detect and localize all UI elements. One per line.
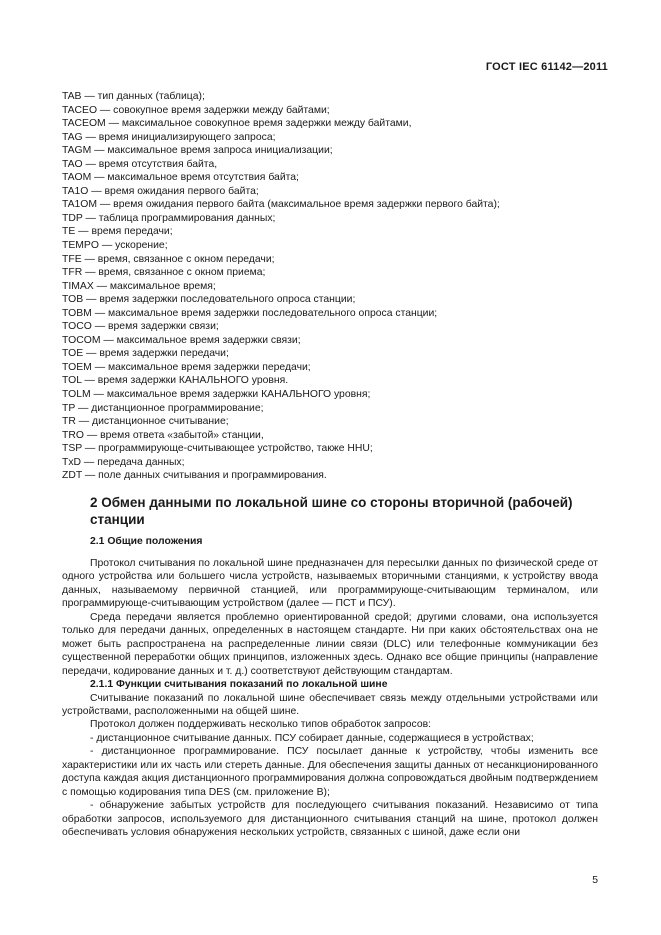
list-item: - дистанционное считывание данных. ПСУ собирает данные, содержащиеся в устройствах; — [90, 732, 534, 744]
page-number: 5 — [592, 875, 598, 886]
abbreviation-item: TIMAX — максимальное время; — [62, 280, 216, 292]
abbreviation-item: TRO — время ответа «забытой» станции, — [62, 429, 264, 441]
abbreviation-item: TAB — тип данных (таблица); — [62, 91, 205, 102]
abbreviation-item: TP — дистанционное программирование; — [62, 402, 264, 414]
abbreviation-item: TAO — время отсутствия байта, — [62, 158, 218, 170]
abbreviation-item: TOB — время задержки последовательного опроса станции; — [62, 294, 356, 306]
paragraph: Протокол считывания по локальной шине предназначен для пересылки данных по физической среде от одного устройства или большего числа устройств, называемых вторичными станциями, к устройству ввода данных, называемому первичной станцией, или программирующе-считывающим терминалом, или программирующе-считывающим устройством (далее — ПСТ и ПСУ). — [62, 558, 598, 610]
abbreviation-item: TOL — время задержки КАНАЛЬНОГО уровня. — [62, 375, 289, 387]
abbreviation-item: ZDT — поле данных считывания и программирования. — [62, 470, 327, 482]
abbreviation-item: TEMPO — ускорение; — [62, 240, 168, 252]
abbreviation-item: TFR — время, связанное с окном приема; — [62, 267, 266, 279]
abbreviation-list — [62, 90, 622, 483]
abbreviation-item: TACEOM — максимальное совокупное время задержки между байтами, — [62, 118, 412, 130]
abbreviation-item: TAOM — максимальное время отсутствия байта; — [62, 172, 299, 184]
body-text — [62, 557, 598, 840]
abbreviation-item: TAG — время инициализирующего запроса; — [62, 131, 276, 143]
paragraph: Считывание показаний по локальной шине обеспечивает связь между отдельными устройствами или устройствами, расположенными на общей шине. — [62, 692, 598, 717]
abbreviation-item: TOEM — максимальное время задержки передачи; — [62, 361, 311, 373]
abbreviation-item: TACEO — совокупное время задержки между байтами; — [62, 104, 330, 116]
list-item: - дистанционное программирование. ПСУ посылает данные к устройству, чтобы изменить все характеристики или их часть или стереть данные. Для обеспечения защиты данных от несанкционированного доступа каждая акция дистанционного программирования должна сопровождаться двойным подтверждением с помощью кодирования типа DES (см. приложение В); — [62, 746, 598, 798]
list-item: - обнаружение забытых устройств для последующего считывания показаний. Независимо от типа обработки запросов, используемого для дистанционного считывания станций на шине, протокол должен обеспечивать условия обнаружения нескольких устройств, связанных с шиной, даже если они — [62, 800, 598, 839]
abbreviation-item: TAGM — максимальное время запроса инициализации; — [62, 145, 333, 157]
abbreviation-item: TA1OM — время ожидания первого байта (максимальное время задержки первого байта); — [62, 199, 500, 211]
abbreviation-item: TOCO — время задержки связи; — [62, 321, 219, 333]
section-heading: 2 Обмен данными по локальной шине со стороны вторичной (рабочей) станции — [90, 495, 573, 527]
subsection-heading: 2.1 Общие положения — [90, 536, 203, 547]
abbreviation-item: TFE — время, связанное с окном передачи; — [62, 253, 275, 265]
abbreviation-item: TE — время передачи; — [62, 226, 173, 238]
clause-heading: 2.1.1 Функции считывания показаний по локальной шине — [90, 679, 388, 691]
abbreviation-item: TOCOM — максимальное время задержки связи; — [62, 334, 301, 346]
abbreviation-item: TxD — передача данных; — [62, 456, 185, 468]
abbreviation-item: TDP — таблица программирования данных; — [62, 212, 276, 224]
abbreviation-item: TOE — время задержки передачи; — [62, 348, 229, 360]
paragraph: Среда передачи является проблемно ориентированной средой; другими словами, она используется только для передачи данных, определенных в настоящем стандарте. Ни при каких обстоятельствах она не может быть распространена на распределенные линии связи (DLC) или телефонные коммуникации без существенной переработки общих принципов, изложенных здесь. Однако все общие принципы (направление передачи, кодирование данных и т. д.) соответствуют действующим стандартам. — [62, 611, 598, 677]
abbreviation-item: TR — дистанционное считывание; — [62, 416, 229, 428]
abbreviation-item: TSP — программирующе-считывающее устройство, также HHU; — [62, 443, 373, 455]
standard-header: ГОСТ IEC 61142—2011 — [485, 61, 608, 73]
abbreviation-item: TOLM — максимальное время задержки КАНАЛЬНОГО уровня; — [62, 389, 371, 401]
paragraph: Протокол должен поддерживать несколько типов обработок запросов: — [90, 719, 432, 731]
abbreviation-item: TOBM — максимальное время задержки последовательного опроса станции; — [62, 307, 438, 319]
abbreviation-item: TA1O — время ожидания первого байта; — [62, 185, 259, 197]
